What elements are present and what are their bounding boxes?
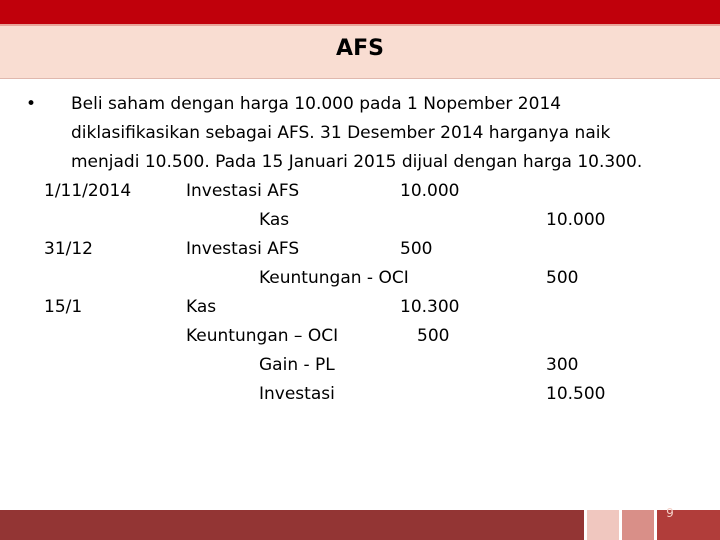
journal-account: Kas	[259, 210, 290, 230]
footer-bar	[0, 510, 584, 540]
bullet-line-1: Beli saham dengan harga 10.000 pada 1 Nopember 2014	[71, 94, 562, 114]
bullet-line-3: menjadi 10.500. Pada 15 Januari 2015 dijual dengan harga 10.300.	[71, 152, 643, 172]
journal-date: 31/12	[44, 239, 93, 259]
journal-account: Investasi AFS	[186, 181, 300, 201]
journal-account: Gain - PL	[259, 355, 335, 375]
bullet-marker: •	[26, 94, 37, 114]
journal-account: Keuntungan – OCI	[186, 326, 339, 346]
page-number: 9	[666, 506, 674, 520]
footer-square-medium	[622, 510, 654, 540]
footer-square-light	[587, 510, 619, 540]
bullet-line-2: diklasifikasikan sebagai AFS. 31 Desember 2014 harganya naik	[71, 123, 611, 143]
journal-date: 15/1	[44, 297, 83, 317]
journal-account: Keuntungan - OCI	[259, 268, 409, 288]
journal-credit: 300	[546, 355, 579, 375]
journal-account: Investasi	[259, 384, 335, 404]
header-accent-bar	[0, 0, 720, 24]
journal-date: 1/11/2014	[44, 181, 132, 201]
journal-credit: 10.500	[546, 384, 606, 404]
journal-account: Kas	[186, 297, 217, 317]
title-band-divider	[0, 78, 720, 79]
journal-debit: 500	[417, 326, 450, 346]
journal-debit: 10.300	[400, 297, 460, 317]
journal-credit: 500	[546, 268, 579, 288]
journal-debit: 500	[400, 239, 433, 259]
journal-credit: 10.000	[546, 210, 606, 230]
journal-account: Investasi AFS	[186, 239, 300, 259]
journal-debit: 10.000	[400, 181, 460, 201]
slide-title: AFS	[336, 36, 384, 61]
